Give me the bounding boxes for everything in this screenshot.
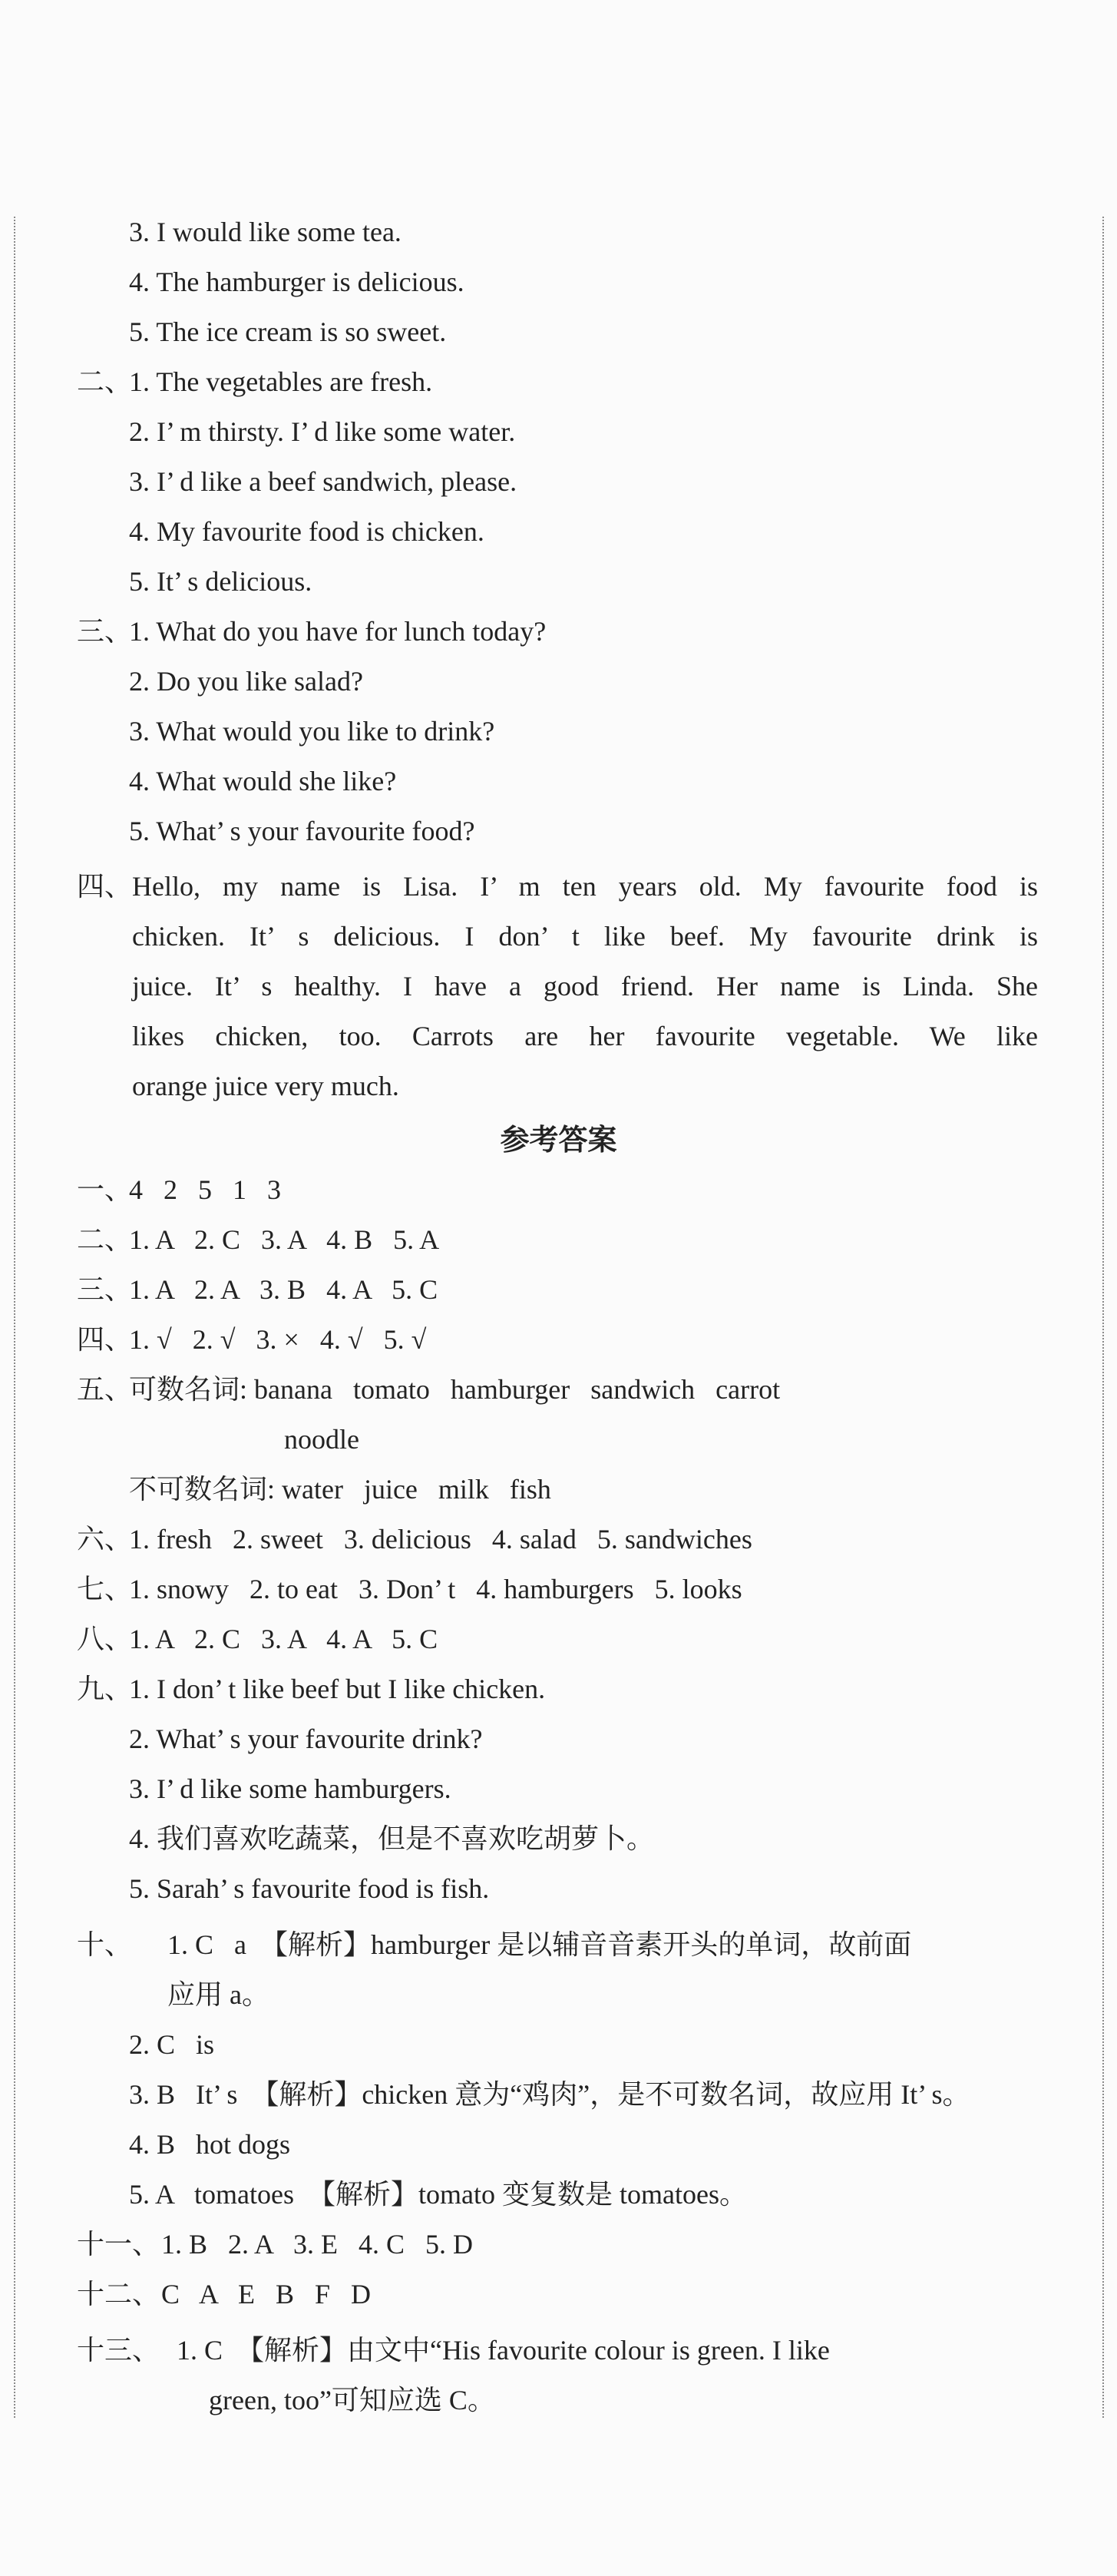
line-text: 4. What would she like? [129,766,397,796]
answer-line [0,2171,1117,2217]
section-label: 十一、 [77,2229,160,2260]
line-text: 3. What would you like to drink? [129,716,495,747]
text-line [0,758,1117,804]
text-line [0,808,1117,854]
answer-line [0,1167,1117,1213]
answer-text: 1. A 2. A 3. B 4. A 5. C [129,1274,438,1305]
answer-text: 5. Sarah’ s favourite food is fish. [129,1873,490,1904]
answer-line [0,1266,1117,1313]
answer-line [0,1316,1117,1362]
line-text: 2. I’ m thirsty. I’ d like some water. [129,416,516,447]
passage-line [0,913,1117,959]
line-text: 4. The hamburger is delicious. [129,267,464,297]
text-line [0,409,1117,455]
line-text: 1. What do you have for lunch today? [129,616,547,647]
answer-text: noodle [284,1424,359,1455]
answer-line [0,1666,1117,1712]
text-line [0,708,1117,754]
section-label: 四、 [77,1324,133,1355]
answer-line [0,1217,1117,1263]
answer-line [0,1766,1117,1812]
section-label: 十、 [77,1929,133,1960]
section-label: 十三、 [77,2335,160,2366]
section-label: 三、 [77,616,133,647]
passage-line [0,1013,1117,1059]
answer-line [0,1816,1117,1862]
answer-text: 4. B hot dogs [129,2129,291,2160]
answer-line [0,1566,1117,1612]
section-label: 一、 [77,1174,133,1205]
line-text: 1. The vegetables are fresh. [129,366,433,397]
answer-line [0,1366,1117,1412]
line-text: 5. The ice cream is so sweet. [129,316,447,347]
section-label: 六、 [77,1524,133,1555]
answer-text: 4 2 5 1 3 [129,1174,281,1205]
section-label: 二、 [77,366,133,397]
line-text: 5. It’ s delicious. [129,566,312,597]
answer-text: 1. C 【解析】由文中“His favourite colour is green. I like [177,2335,830,2366]
line-text: 4. My favourite food is chicken. [129,516,484,547]
section-label: 三、 [77,1274,133,1305]
answer-line [0,1866,1117,1912]
answer-text: 5. A tomatoes 【解析】tomato 变复数是 tomatoes。 [129,2179,747,2210]
answer-text: 2. What’ s your favourite drink? [129,1723,483,1754]
answer-line [0,1922,1117,1968]
section-label: 八、 [77,1624,133,1654]
section-label: 四、 [77,871,133,902]
answer-text: 1. A 2. C 3. A 4. A 5. C [129,1624,438,1654]
answer-text: 应用 a。 [167,1979,269,2010]
section-label: 五、 [77,1374,133,1405]
answer-line [0,2327,1117,2373]
answer-text: 1. snowy 2. to eat 3. Don’ t 4. hamburgers 5. looks [129,1574,742,1604]
answer-text: 1. fresh 2. sweet 3. delicious 4. salad 5. sandwiches [129,1524,752,1555]
answer-line [0,1616,1117,1662]
text-line [0,658,1117,704]
text-line [0,459,1117,505]
answer-line [0,2021,1117,2068]
passage-line [0,863,1117,909]
answer-line [0,1716,1117,1762]
text-line [0,259,1117,305]
answer-line [0,1972,1117,2018]
passage-line [0,963,1117,1009]
answer-line [0,2271,1117,2317]
section-label: 七、 [77,1574,133,1604]
answer-text: 4. 我们喜欢吃蔬菜，但是不喜欢吃胡萝卜。 [129,1823,655,1854]
passage-text: orange juice very much. [132,1071,399,1101]
answer-key-heading: 参考答案 [500,1123,617,1157]
answer-text: 3. B It’ s 【解析】chicken 意为“鸡肉”，是不可数名词，故应用 It’ s。 [129,2079,970,2110]
answer-text: 可数名词: banana tomato hamburger sandwich carrot [129,1374,781,1405]
text-line [0,508,1117,555]
answer-line [0,1516,1117,1562]
answer-text: green, too”可知应选 C。 [209,2385,495,2415]
answer-text: 不可数名词: water juice milk fish [129,1474,551,1505]
answer-text: 3. I’ d like some hamburgers. [129,1773,451,1804]
answer-text: 2. C is [129,2029,215,2060]
section-label: 二、 [77,1224,133,1255]
answer-line [0,1466,1117,1512]
section-label: 十二、 [77,2279,160,2309]
answer-line [0,1416,1117,1462]
line-text: 3. I’ d like a beef sandwich, please. [129,466,517,497]
answer-line [0,2071,1117,2117]
answer-line [0,2121,1117,2167]
section-label: 九、 [77,1674,133,1704]
passage-text: chicken. It’ s delicious. I don’ t like beef. My favourite drink is [132,921,1038,952]
passage-text: likes chicken, too. Carrots are her favourite vegetable. We like [132,1021,1038,1051]
answer-text: 1. C a 【解析】hamburger 是以辅音音素开头的单词，故前面 [167,1929,912,1960]
line-text: 3. I would like some tea. [129,217,402,247]
answer-text: 1. √ 2. √ 3. × 4. √ 5. √ [129,1324,427,1355]
passage-text: juice. It’ s healthy. I have a good friend. Her name is Linda. She [132,971,1038,1002]
passage-text: Hello, my name is Lisa. I’ m ten years old. My favourite food is [132,871,1038,902]
line-text: 2. Do you like salad? [129,666,363,697]
line-text: 5. What’ s your favourite food? [129,816,475,846]
text-line [0,309,1117,355]
passage-line [0,1063,1117,1109]
text-line [0,359,1117,405]
answer-text: 1. A 2. C 3. A 4. B 5. A [129,1224,440,1255]
text-line [0,209,1117,255]
text-line [0,558,1117,604]
answer-text: C A E B F D [161,2279,372,2309]
answer-line [0,2221,1117,2267]
answer-text: 1. I don’ t like beef but I like chicken. [129,1674,546,1704]
text-line [0,608,1117,654]
answer-line [0,2377,1117,2423]
answer-text: 1. B 2. A 3. E 4. C 5. D [161,2229,474,2260]
